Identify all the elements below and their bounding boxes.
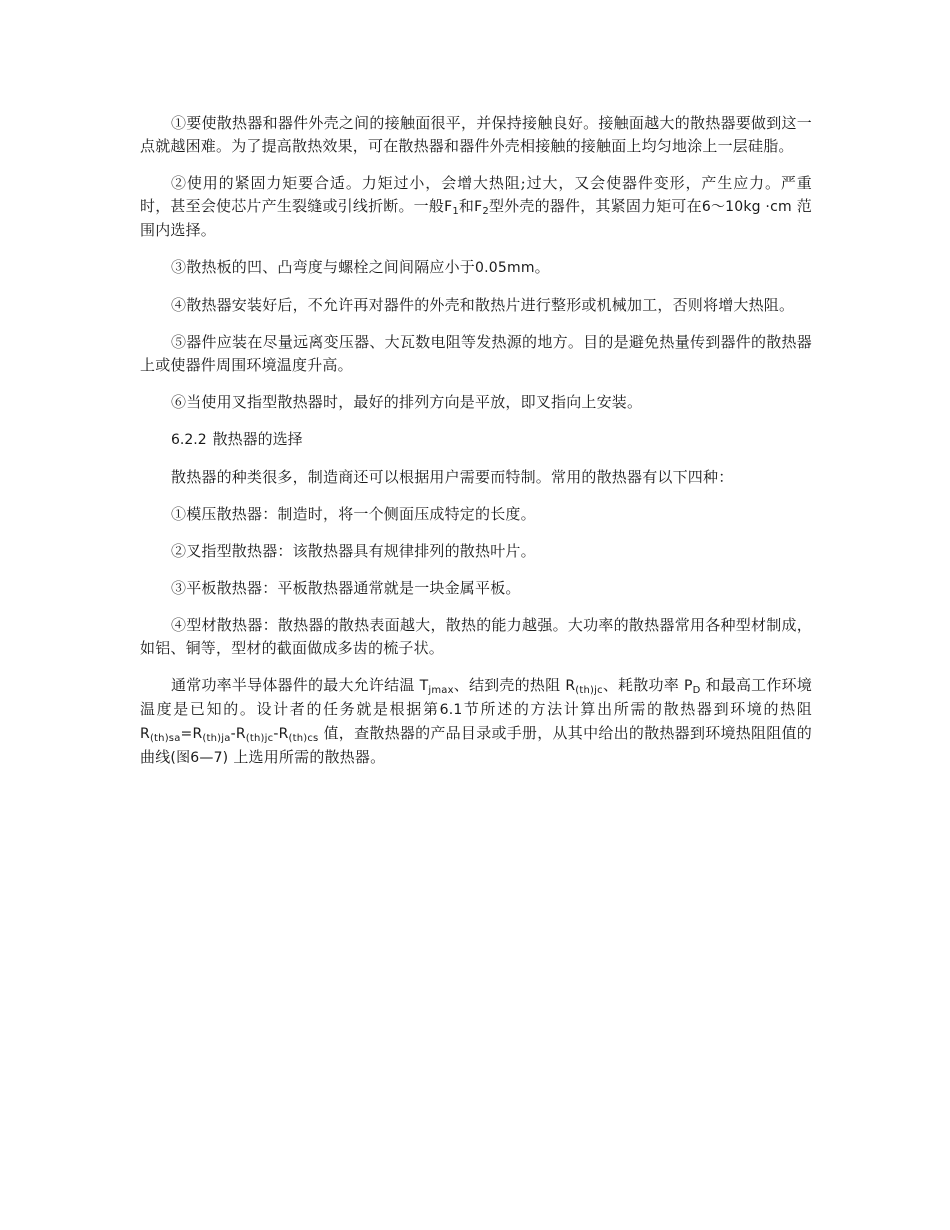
heatsink-type-3: ③平板散热器：平板散热器通常就是一块金属平板。 [171,579,521,597]
tj-subscript: jmax [428,685,454,696]
note-item-3-text-a: ③散热板的凹、凸弯度与螺栓之间间隔应小于 [171,258,476,276]
torque-range: 6～10kg ·cm [701,199,792,215]
closing-text-2: 、结到壳的热阻 [453,676,561,694]
section-ref: 6.1 [439,702,463,718]
closing-text-5: 节所述的方法计算出所需的散热器到环境的热阻 [462,700,812,718]
rjc-minus-symbol: -R [230,726,246,742]
pd-subscript: D [692,685,701,696]
note-item-4: ④散热器安装好后，不允许再对器件的外壳和散热片进行整形或机械加工，否则将增大热阻。 [171,296,795,314]
section-heading [140,428,812,452]
rjc-minus-subscript: (th)jc [245,733,274,744]
closing-text-4: 和最高工作环境温度是已知的。设计者的任务就是根据第 [140,676,813,718]
note-item-2-text-c: 范围内选择。 [140,197,812,239]
heatsink-type-1: ①模压散热器：制造时，将一个侧面压成特定的长度。 [171,505,536,523]
note-item-3-text-b: 。 [534,258,550,276]
document-page [140,112,812,784]
closing-text-7: 上选用所需的散热器。 [233,748,386,766]
rcs-minus-symbol: -R [273,726,289,742]
f2-subscript: 2 [482,206,489,217]
closing-text-3: 、耗散功率 [602,676,679,694]
rcs-subscript: (th)cs [288,733,319,744]
selection-intro: 散热器的种类很多，制造商还可以根据用户需要而特制。常用的散热器有以下四种： [171,468,734,486]
closing-text-6: 值，查散热器的产品目录或手册，从其中给出的散热器到环境热阻阻值的曲线 [140,724,813,766]
section-title: 散热器的选择 [212,430,303,448]
note-item-2 [140,172,812,242]
note-item-5: ⑤器件应装在尽量远离变压器、大瓦数电阻等发热源的地方。目的是避免热量传到器件的散热器上或使器件周围环境温度升高。 [140,333,812,374]
rsa-subscript: (th)sa [149,733,181,744]
rja-symbol: =R [180,726,203,742]
note-item-2-and: 和 [458,197,475,215]
note-item-3 [140,256,812,280]
note-item-6: ⑥当使用叉指型散热器时，最好的排列方向是平放，即叉指向上安装。 [171,393,643,411]
gap-value: 0.05mm [475,260,535,276]
tj-symbol: T [419,678,429,694]
rjc-subscript: (th)jc [575,685,603,696]
rja-subscript: (th)ja [202,733,231,744]
pd-symbol: P [683,678,693,694]
f2-symbol: F [474,199,483,215]
note-item-2-text-b: 型外壳的器件，其紧固力矩可在 [488,197,702,215]
figure-ref: (图6—7) [170,750,229,766]
f1-subscript: 1 [452,206,459,217]
heatsink-type-2: ②叉指型散热器：该散热器具有规律排列的散热叶片。 [171,542,536,560]
heatsink-type-4: ④型材散热器：散热器的散热表面越大，散热的能力越强。大功率的散热器常用各种型材制成，如铝、铜等，型材的截面做成多齿的梳子状。 [140,616,812,657]
section-number: 6.2.2 [171,432,207,448]
rjc-symbol: R [565,678,576,694]
closing-paragraph [140,674,812,770]
note-item-1: ①要使散热器和器件外壳之间的接触面很平，并保持接触良好。接触面越大的散热器要做到这一点就越困难。为了提高散热效果，可在散热器和器件外壳相接触的接触面上均匀地涂上一层硅脂。 [140,114,812,155]
f1-symbol: F [444,199,453,215]
note-item-2-text-a: ②使用的紧固力矩要合适。力矩过小，会增大热阻;过大，又会使器件变形，产生应力。严重时，甚至会使芯片产生裂缝或引线折断。一般 [140,174,812,215]
rsa-symbol: R [140,726,150,742]
closing-text-1: 通常功率半导体器件的最大允许结温 [171,676,415,694]
